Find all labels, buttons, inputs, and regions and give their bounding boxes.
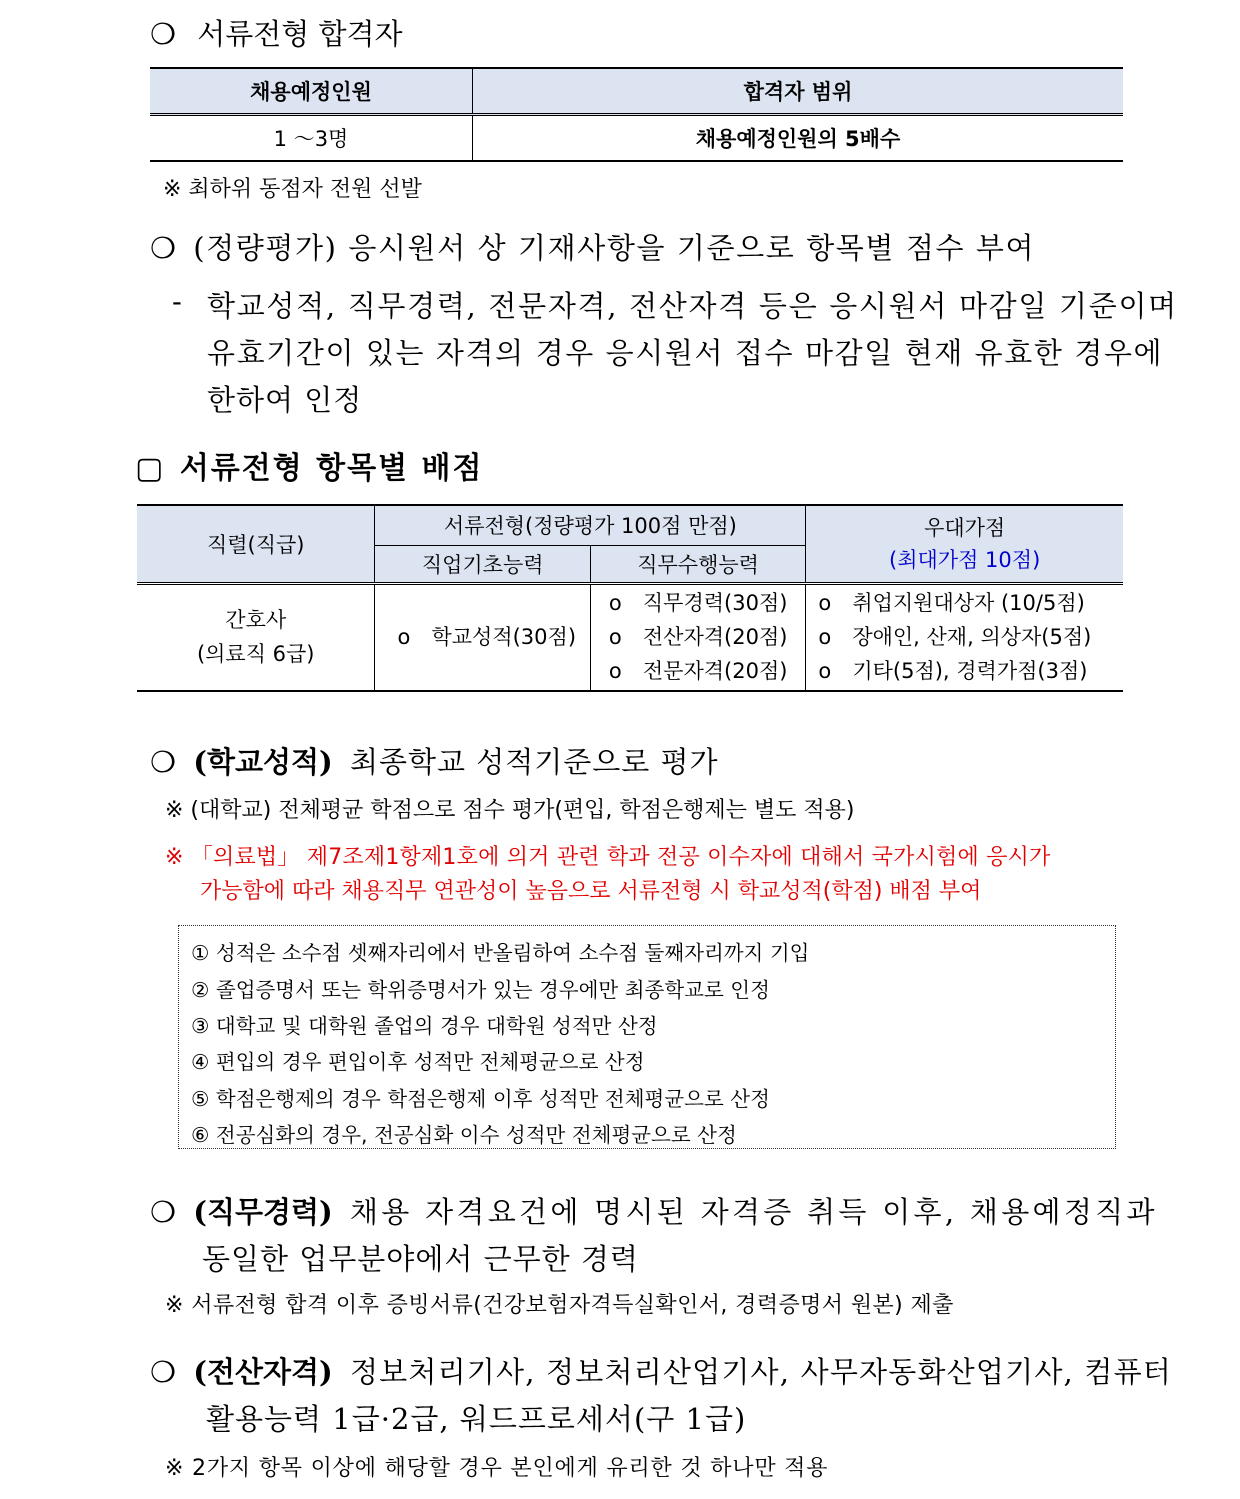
scoring-table xyxy=(137,504,1123,692)
list-item: o 학교성적(30점) xyxy=(397,620,589,654)
cell-performance-items xyxy=(590,583,805,691)
list-item: o 기타(5점), 경력가점(3점) xyxy=(818,654,1123,688)
header-pass-range: 합격자 범위 xyxy=(473,68,1124,115)
section-heading-quant-eval xyxy=(150,226,1035,267)
body-line-1: 학교성적, 직무경력, 전문자격, 전산자격 등은 응시원서 마감일 기준이며 xyxy=(207,289,1178,323)
dash-bullet: - xyxy=(172,284,182,318)
header-planned-hires: 채용예정인원 xyxy=(150,68,473,115)
list-item: o 전문자격(20점) xyxy=(609,654,805,688)
section-title-bold: (전산자격) xyxy=(193,1355,333,1389)
bullet-icon: o xyxy=(608,659,622,684)
job-grade: (의료직 6급) xyxy=(196,642,315,667)
bullet-icon: o xyxy=(608,591,622,616)
header-bonus-max: (최대가점 10점) xyxy=(889,547,1041,572)
circle-bullet-icon: ❍ xyxy=(150,17,176,51)
note-one-only: ※ 2가지 항목 이상에 해당할 경우 본인에게 유리한 것 하나만 적용 xyxy=(165,1456,829,1481)
circle-bullet-icon: ❍ xyxy=(150,1195,176,1229)
body-line: 동일한 업무분야에서 근무한 경력 xyxy=(202,1242,639,1276)
section-title-rest: 최종학교 성적기준으로 평가 xyxy=(349,745,719,779)
section-heading-school-grades xyxy=(150,740,719,781)
list-item: o 장애인, 산재, 의상자(5점) xyxy=(818,620,1123,654)
note-tie-rule: ※ 최하위 동점자 전원 선발 xyxy=(163,177,422,202)
body-line: 활용능력 1급·2급, 워드프로세서(구 1급) xyxy=(206,1402,747,1436)
header-job-performance: 직무수행능력 xyxy=(590,545,805,583)
section-title-rest: 정보처리기사, 정보처리산업기사, 사무자동화산업기사, 컴퓨터 xyxy=(349,1355,1173,1389)
section-heading-document-pass xyxy=(150,12,403,53)
note-evidence: ※ 서류전형 합격 이후 증빙서류(건강보험자격득실확인서, 경력증명서 원본) 제출 xyxy=(165,1293,954,1318)
header-basic-ability: 직업기초능력 xyxy=(375,545,590,583)
body-line-2: 유효기간이 있는 자격의 경우 응시원서 접수 마감일 현재 유효한 경우에 xyxy=(207,336,1164,370)
section-heading-scoring xyxy=(135,443,484,487)
bullet-icon: o xyxy=(608,625,622,650)
section-title: 서류전형 항목별 배점 xyxy=(179,451,484,486)
list-item: ① 성적은 소수점 셋째자리에서 반올림하여 소수점 둘째자리까지 기입 xyxy=(191,941,810,965)
header-bonus xyxy=(806,505,1123,583)
cell-bonus-items xyxy=(806,583,1123,691)
cell-job xyxy=(137,583,375,691)
header-document-screening: 서류전형(정량평가 100점 만점) xyxy=(375,505,806,545)
header-bonus-title: 우대가점 xyxy=(924,515,1006,540)
section-title: (정량평가) 응시원서 상 기재사항을 기준으로 항목별 점수 부여 xyxy=(193,231,1036,265)
circle-bullet-icon: ❍ xyxy=(150,745,176,779)
pass-range-table xyxy=(150,67,1123,162)
list-item: o 취업지원대상자 (10/5점) xyxy=(818,586,1123,620)
section-title-bold: (직무경력) xyxy=(193,1195,333,1229)
grade-rules-box xyxy=(178,925,1116,1149)
cell-planned-hires: 1 ～3명 xyxy=(150,115,473,162)
job-name: 간호사 xyxy=(225,608,287,633)
bullet-icon: o xyxy=(818,659,832,684)
section-title-rest: 채용 자격요건에 명시된 자격증 취득 이후, 채용예정직과 xyxy=(349,1195,1158,1229)
section-title: 서류전형 합격자 xyxy=(197,17,403,51)
list-item: o 직무경력(30점) xyxy=(609,586,805,620)
list-item: o 전산자격(20점) xyxy=(609,620,805,654)
circle-bullet-icon: ❍ xyxy=(150,231,176,265)
note-medical-law-line-1: ※ 「의료법」 제7조제1항제1호에 의거 관련 학과 전공 이수자에 대해서 국가시험에 응시가 xyxy=(165,845,1051,870)
square-bullet-icon: ▢ xyxy=(135,451,164,486)
list-item: ④ 편입의 경우 편입이후 성적만 전체평균으로 산정 xyxy=(191,1050,645,1074)
list-item: ⑤ 학점은행제의 경우 학점은행제 이후 성적만 전체평균으로 산정 xyxy=(191,1087,770,1111)
bullet-icon: o xyxy=(818,591,832,616)
section-heading-work-experience xyxy=(150,1190,1158,1231)
header-job-grade: 직렬(직급) xyxy=(137,505,375,583)
list-item: ② 졸업증명서 또는 학위증명서가 있는 경우에만 최종학교로 인정 xyxy=(191,978,770,1002)
section-heading-it-certs xyxy=(150,1350,1172,1391)
note-medical-law-line-2: 가능함에 따라 채용직무 연관성이 높음으로 서류전형 시 학교성적(학점) 배점 부여 xyxy=(200,879,982,904)
body-line-3: 한하여 인정 xyxy=(207,383,363,417)
bullet-icon: o xyxy=(818,625,832,650)
cell-basic-items xyxy=(375,583,590,691)
bullet-icon: o xyxy=(397,625,411,650)
cell-pass-range: 채용예정인원의 5배수 xyxy=(473,115,1124,162)
note-gpa: ※ (대학교) 전체평균 학점으로 점수 평가(편입, 학점은행제는 별도 적용) xyxy=(165,798,855,823)
section-title-bold: (학교성적) xyxy=(193,745,333,779)
list-item: ③ 대학교 및 대학원 졸업의 경우 대학원 성적만 산정 xyxy=(191,1014,658,1038)
list-item: ⑥ 전공심화의 경우, 전공심화 이수 성적만 전체평균으로 산정 xyxy=(191,1123,737,1147)
circle-bullet-icon: ❍ xyxy=(150,1355,176,1389)
